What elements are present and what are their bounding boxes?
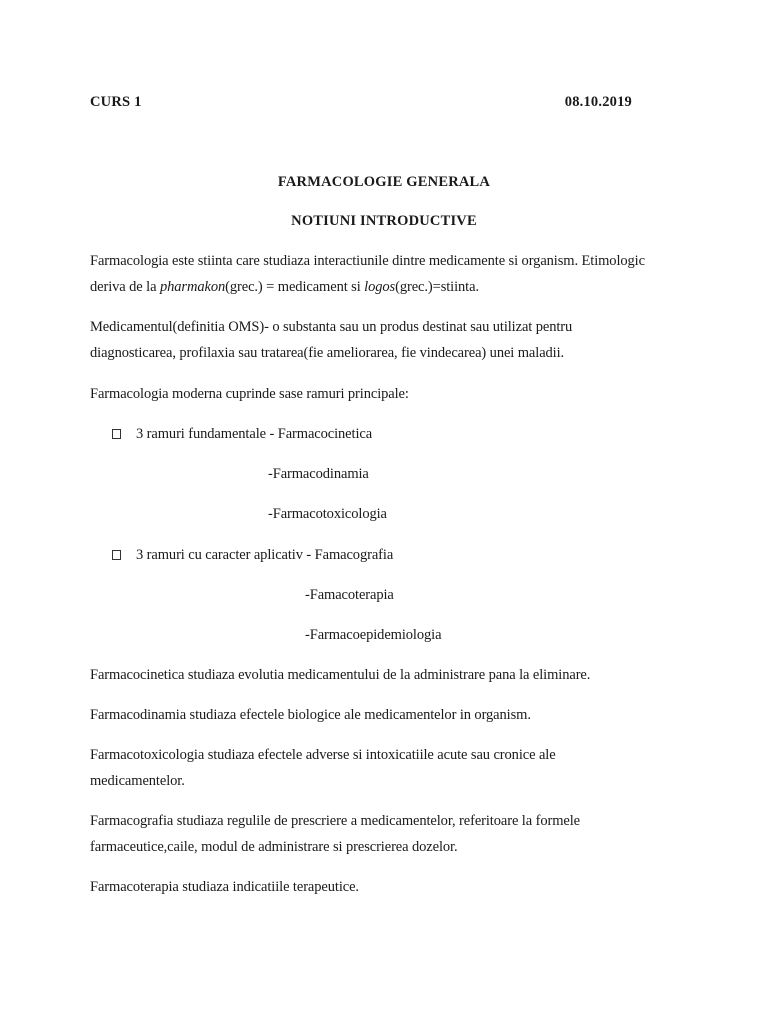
document-title: FARMACOLOGIE GENERALA xyxy=(277,174,491,190)
bullet-box-icon xyxy=(112,429,121,439)
sub-branch: -Farmacotoxicologia xyxy=(268,506,387,522)
sub-branch: -Famacoterapia xyxy=(305,587,394,603)
bullet-box-icon xyxy=(112,550,121,560)
farmacotoxicologia-line-1: Farmacotoxicologia studiaza efectele adverse si intoxicatiile acute sau cronice ale xyxy=(90,747,556,763)
sub-branch: -Farmacodinamia xyxy=(268,466,369,482)
branches-intro: Farmacologia moderna cuprinde sase ramuri principale: xyxy=(90,386,409,402)
definition-farmacoterapia: Farmacoterapia studiaza indicatiile terapeutice. xyxy=(90,879,359,895)
definition-farmacografia xyxy=(90,808,680,860)
farmacografia-line-2: farmaceutice,caile, modul de administrare si prescrierea dozelor. xyxy=(90,839,458,855)
intro-line-2 xyxy=(90,274,680,300)
bullet-item-applied xyxy=(112,542,393,568)
definition-farmacodinamia: Farmacodinamia studiaza efectele biologice ale medicamentelor in organism. xyxy=(90,707,531,723)
term-pharmakon: pharmakon xyxy=(159,279,226,295)
course-label: CURS 1 xyxy=(90,94,142,110)
term-logos: logos xyxy=(364,279,396,295)
document-subtitle: NOTIUNI INTRODUCTIVE xyxy=(291,213,477,229)
farmacotoxicologia-line-2: medicamentelor. xyxy=(90,773,185,789)
bullet-lead: 3 ramuri fundamentale - Farmacocinetica xyxy=(136,426,373,442)
intro-line-2-post: (grec.)=stiinta. xyxy=(395,279,479,295)
intro-line-2-mid: (grec.) = medicament si xyxy=(225,279,365,295)
intro-line-1: Farmacologia este stiinta care studiaza interactiunile dintre medicamente si organism. Etimologic xyxy=(90,253,645,269)
medicament-line-1: Medicamentul(definitia OMS)- o substanta sau un produs destinat sau utilizat pentru xyxy=(90,319,573,335)
course-date: 08.10.2019 xyxy=(564,94,632,110)
intro-line-2-pre: deriva de la xyxy=(90,279,160,295)
medicament-paragraph xyxy=(90,314,680,366)
sub-branch: -Farmacoepidemiologia xyxy=(305,627,442,643)
intro-paragraph xyxy=(90,248,680,300)
definition-farmacocinetica: Farmacocinetica studiaza evolutia medicamentului de la administrare pana la eliminare. xyxy=(90,667,591,683)
bullet-lead: 3 ramuri cu caracter aplicativ - Famacografia xyxy=(136,547,394,563)
farmacografia-line-1: Farmacografia studiaza regulile de prescriere a medicamentelor, referitoare la formele xyxy=(90,813,580,829)
medicament-line-2: diagnosticarea, profilaxia sau tratarea(fie ameliorarea, fie vindecarea) unei maladii. xyxy=(90,345,565,361)
bullet-item-fundamental xyxy=(112,421,372,447)
definition-farmacotoxicologia xyxy=(90,742,680,794)
